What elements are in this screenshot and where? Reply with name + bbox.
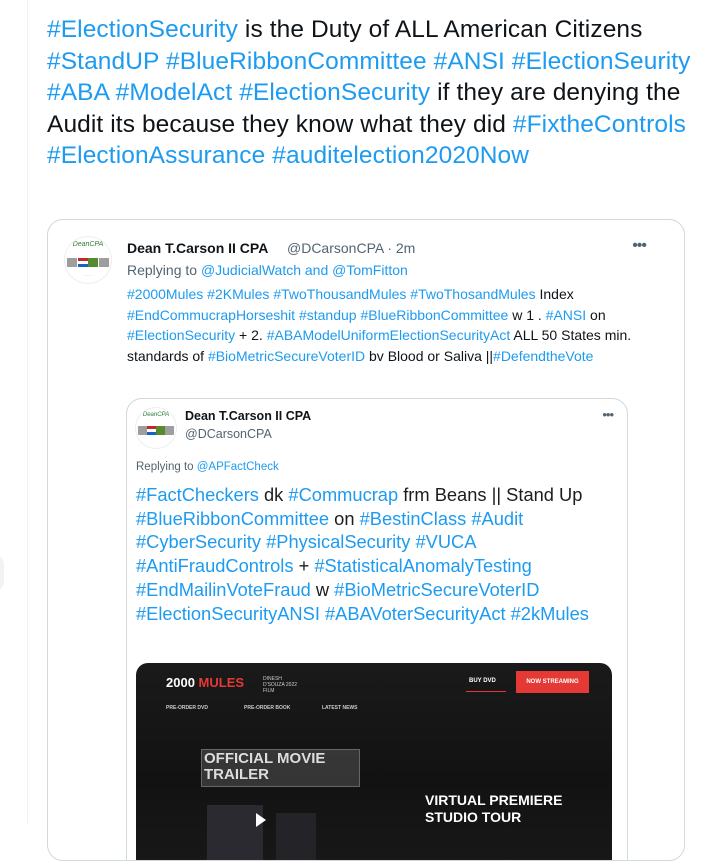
hashtag-link[interactable]: #BioMetricSecureVoterID [334,578,540,600]
inner-author-name[interactable]: Dean T.Carson II CPA [185,409,312,423]
hashtag-link[interactable]: #ElectionSecurity [127,327,236,344]
inner-quoted-tweet-card[interactable] [126,398,628,861]
inner-replying-to [136,461,279,473]
tweet-text-segment: Index [535,286,574,302]
author-handle-time[interactable]: @DCarsonCPA · 2m [287,240,416,256]
tweet-text-segment [505,48,512,75]
replying-to [127,262,408,278]
hashtag-link[interactable]: #BlueRibbonCommittee [165,47,427,75]
hashtag-link[interactable]: #FixtheControls [512,110,686,138]
tweet-text-segment: ALL 50 States min. standards of [127,327,632,364]
hashtag-link[interactable]: #ModelAct [115,79,233,106]
inner-replying-to-link[interactable]: @APFactCheck [196,461,279,473]
nav-item-latest-news: LATEST NEWS [322,705,358,711]
hashtag-link[interactable]: #BlueRibbonCommittee [136,507,330,529]
film-logo: 2000 MULES [166,675,245,690]
tweet-text-segment [427,48,434,75]
hashtag-link[interactable]: #ElectionSecurity [47,16,238,43]
tweet-text-segment: on [329,507,360,529]
play-icon[interactable] [256,813,266,827]
nav-item-preorder-dvd: PRE-ORDER DVD [166,705,208,711]
hashtag-link[interactable]: #DefendtheVote [493,347,594,364]
hashtag-link[interactable]: #BlueRibbonCommittee [360,306,509,323]
hashtag-link[interactable]: #ABAModelUniformElectionSecurityAct [266,327,511,344]
hashtag-link[interactable]: #ElectionAssurance [47,142,266,169]
hashtag-link[interactable]: #BestinClass [359,507,467,529]
hashtag-link[interactable]: #TwoThosandMules [410,286,536,302]
hashtag-link[interactable]: #PhysicalSecurity [266,531,411,553]
avatar-logo-text: DeanCPA [72,241,104,248]
hashtag-link[interactable]: #ANSI [433,47,505,75]
tweet-text-segment: w [310,578,335,600]
trailer-label: OFFICIAL MOVIE TRAILER [204,750,326,783]
hashtag-link[interactable]: #ABA [47,79,109,106]
more-options-icon[interactable]: ••• [632,237,646,254]
nav-underline [466,691,506,692]
premiere-label: VIRTUAL PREMIERE STUDIO TOUR [425,792,563,825]
hashtag-link[interactable]: #CyberSecurity [136,531,261,553]
quoted-tweet-card[interactable] [47,219,685,861]
figure-silhouette [207,805,263,861]
quoted-tweet-text [127,284,657,366]
hashtag-link[interactable]: #ElectionSeurity [511,47,691,75]
hashtag-link[interactable]: #VUCA [415,531,476,553]
inner-avatar[interactable] [135,407,177,449]
film-subtitle: DINESH D'SOUZA 2022 FILM [263,676,298,694]
video-thumbnail[interactable] [136,663,612,861]
hashtag-link[interactable]: #EndMailinVoteFraud [136,578,311,600]
hashtag-link[interactable]: #ANSI [545,306,587,323]
now-streaming-button: NOW STREAMING [516,671,589,693]
avatar-caption: · · · [84,273,92,279]
inner-avatar-graphic [138,425,174,435]
main-tweet-text [47,14,707,172]
tweet-text-segment: bv Blood or Saliva || [365,347,494,364]
tweet-text-segment [159,48,166,75]
tweet-text-segment: on [586,306,606,323]
tweet-text-segment: + 2. [235,327,267,344]
tweet-text-segment: frm Beans || Stand Up [398,484,583,505]
hashtag-link[interactable]: #2KMules [207,286,270,302]
tweet-text-segment: + [293,555,315,577]
hashtag-link[interactable]: #FactCheckers [136,484,259,505]
hashtag-link[interactable]: #AntiFraudControls [136,555,294,577]
avatar-graphic [67,257,109,267]
tweet-text-segment: is the Duty of ALL American Citizens [238,16,643,43]
hashtag-link[interactable]: #Commucrap [288,484,399,505]
hashtag-link[interactable]: #2000Mules [127,286,204,302]
left-rail [0,0,28,823]
tweet-text-segment: if they are denying the Audit its because they know what they did [47,79,681,138]
hashtag-link[interactable]: #auditelection2020Now [272,142,530,169]
nav-item-preorder-book: PRE-ORDER BOOK [244,705,291,711]
inner-author-handle[interactable]: @DCarsonCPA [185,427,272,441]
hashtag-link[interactable]: #StandUP [47,47,160,75]
hashtag-link[interactable]: #ABAVoterSecurityAct [325,602,506,624]
hashtag-link[interactable]: #Audit [471,507,524,529]
avatar[interactable] [64,236,112,284]
replying-prefix: Replying to [127,262,201,278]
hashtag-link[interactable]: #TwoThousandMules [273,286,407,302]
hashtag-link[interactable]: #BioMetricSecureVoterID [207,347,366,364]
hashtag-link[interactable]: #ElectionSecurityANSI [136,602,320,624]
inner-replying-prefix: Replying to [136,461,197,473]
tweet-text-segment: w 1 . [508,306,546,323]
inner-tweet-text [136,483,616,625]
hashtag-link[interactable]: #standup [298,306,357,323]
replying-to-link[interactable]: @JudicialWatch and @TomFitton [200,262,408,278]
figure-silhouette-2 [276,813,316,861]
tweet-text-segment: dk [258,484,289,505]
author-name[interactable]: Dean T.Carson II CPA [127,240,269,256]
hashtag-link[interactable]: #ElectionSecurity [239,79,431,106]
tweet-text-segment [109,79,116,106]
inner-avatar-logo-text: DeanCPA [142,412,170,418]
buy-dvd-link: BUY DVD [469,678,496,684]
hashtag-link[interactable]: #EndCommucrapHorseshit [127,306,296,323]
hashtag-link[interactable]: #StatisticalAnomalyTesting [314,555,532,577]
hashtag-link[interactable]: #2kMules [510,602,589,624]
rail-indicator [0,553,4,593]
inner-more-options-icon[interactable]: ••• [602,407,613,422]
